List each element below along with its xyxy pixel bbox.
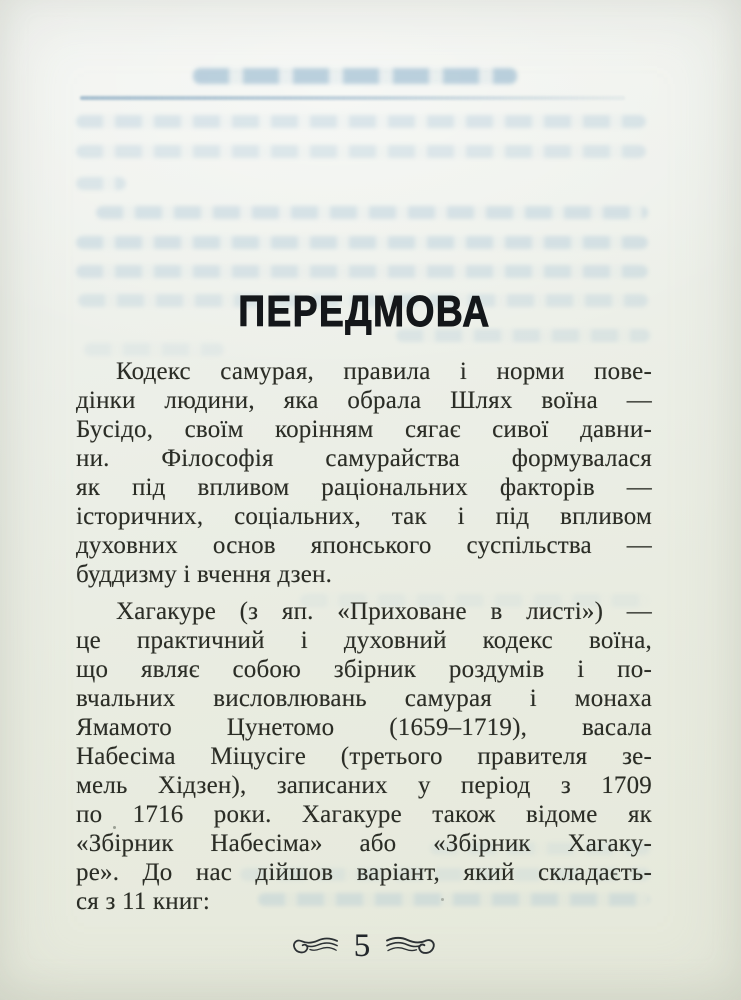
wave-flourish-icon xyxy=(291,932,339,960)
text-line: це практичний і духовний кодекс воїна, xyxy=(76,627,652,654)
text-line: як під впливом раціональних факторів — xyxy=(76,474,652,501)
bleedthrough-line xyxy=(76,177,126,190)
text-line: по 1716 роки. Хагакуре також відоме як xyxy=(76,801,652,828)
text-line: Бусідо, своїм корінням сягає сивої давни- xyxy=(76,416,652,443)
text-line: «Збірник Набесіма» або «Збірник Хагаку- xyxy=(76,830,652,857)
chapter-heading-wrap xyxy=(76,289,652,335)
text-line: мель Хідзен), записаних у період з 1709 xyxy=(76,772,652,799)
paragraph xyxy=(76,597,652,916)
bleedthrough-running-head xyxy=(193,68,517,84)
text-line: ся з 11 книг: xyxy=(76,888,210,915)
text-line: Ямамото Цунетомо (1659–1719), васала xyxy=(76,714,652,741)
text-line: Хагакуре (з яп. «Приховане в листі») — xyxy=(116,598,652,625)
text-line: Кодекс самурая, правила і норми пове- xyxy=(116,358,652,385)
page-footer xyxy=(76,928,652,964)
paragraph xyxy=(76,357,652,589)
text-line: історичних, соціальних, так і під впливом xyxy=(76,503,652,530)
text-line: ре». До нас дійшов варіант, який складаєть- xyxy=(76,859,652,886)
text-line: вчальних висловлювань самурая і монаха xyxy=(76,685,652,712)
wave-flourish-icon xyxy=(385,931,437,961)
bleedthrough-line xyxy=(96,206,648,219)
chapter-heading: ПЕРЕДМОВА xyxy=(237,287,491,336)
bleedthrough-line xyxy=(84,343,224,356)
text-line: дінки людини, яка обрала Шлях воїна — xyxy=(76,387,652,414)
text-line: буддизму і вчення дзен. xyxy=(76,561,333,588)
text-line: ни. Філософія самурайства формувалася xyxy=(76,445,652,472)
text-line: духовних основ японського суспільства — xyxy=(76,532,652,559)
text-line: Набесіма Міцусіге (третього правителя зе- xyxy=(76,743,652,770)
bleedthrough-line xyxy=(76,236,648,249)
page-number: 5 xyxy=(353,928,371,964)
bleedthrough-line xyxy=(76,145,646,158)
bleedthrough-line xyxy=(76,265,648,278)
text-line: що являє собою збірник роздумів і по- xyxy=(76,656,652,683)
body-text-block xyxy=(76,357,652,916)
bleedthrough-line xyxy=(76,115,646,128)
bleedthrough-rule xyxy=(80,96,625,100)
